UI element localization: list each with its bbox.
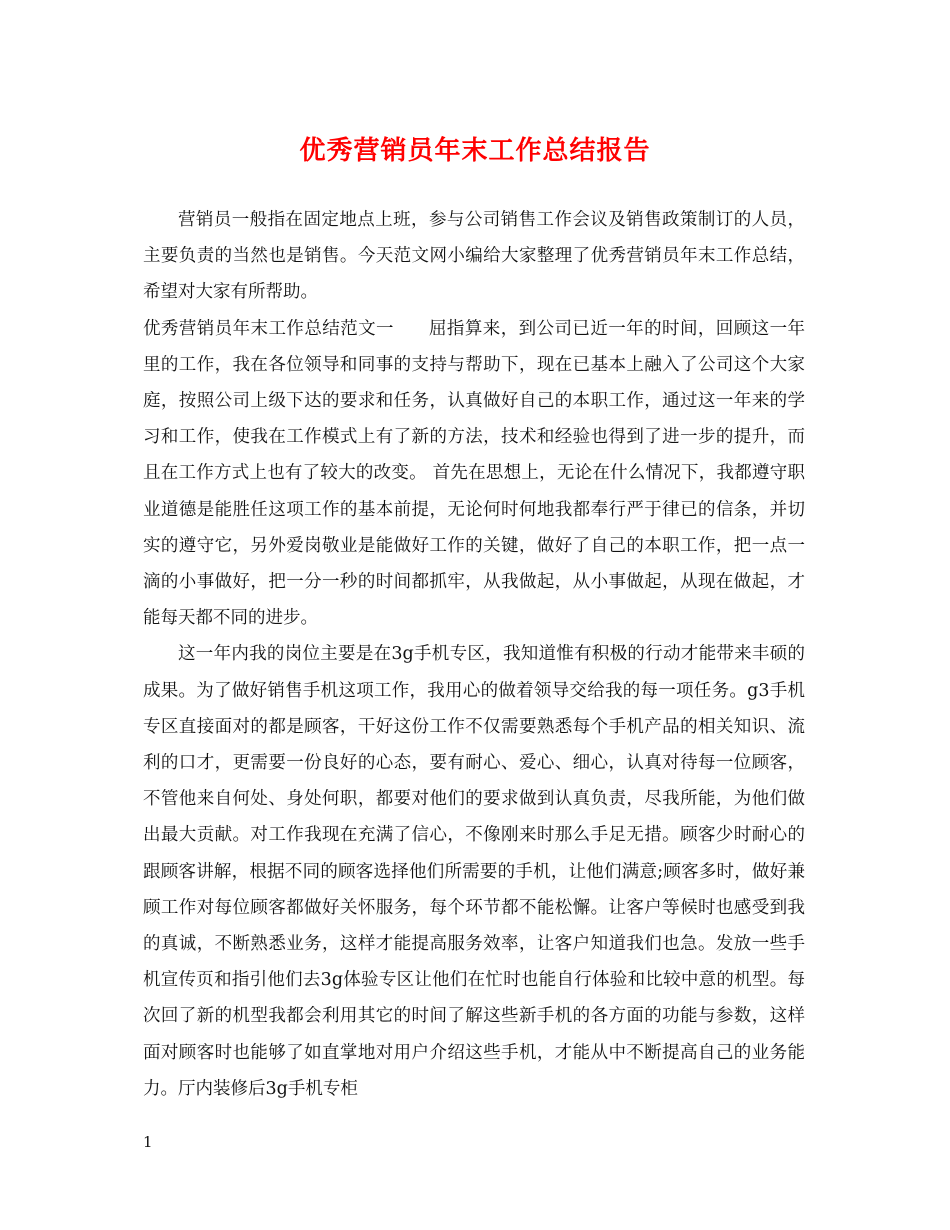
sample-heading: 优秀营销员年末工作总结范文一 bbox=[143, 318, 394, 339]
sample-body: 屈指算来，到公司已近一年的时间，回顾这一年里的工作，我在各位领导和同事的支持与帮助下，现在已基本上融入了公司这个大家庭，按照公司上级下达的要求和任务，认真做好自己的本职工作，通过这一年来的学习和工作，使我在工作模式上有了新的方法，技术和经验也得到了进一步的提升，而且在工作方式上也有了较大的改变。 首先在思想上，无论在什么情况下，我都遵守职业道德是能胜任这项工作的基本前提，无论何时何地我都奉行严于律已的信条，并切实的遵守它，另外爱岗敬业是能做好工作的关键，做好了自己的本职工作，把一点一滴的小事做好，把一分一秒的时间都抓牢，从我做起，从小事做起，从现在做起，才能每天都不同的进步。 bbox=[143, 318, 806, 629]
intro-paragraph: 营销员一般指在固定地点上班，参与公司销售工作会议及销售政策制订的人员，主要负责的当然也是销售。今天范文网小编给大家整理了优秀营销员年末工作总结，希望对大家有所帮助。 bbox=[143, 210, 805, 303]
page-title: 优秀营销员年末工作总结报告 bbox=[299, 136, 651, 166]
page-number: 1 bbox=[143, 1133, 153, 1151]
third-paragraph: 这一年内我的岗位主要是在3g手机专区，我知道惟有积极的行动才能带来丰硕的成果。为了做好销售手机这项工作，我用心的做着领导交给我的每一项任务。g3手机专区直接面对的都是顾客，干好这份工作不仅需要熟悉每个手机产品的相关知识、流利的口才，更需要一份良好的心态，要有耐心、爱心、细心，认真对待每一位顾客，不管他来自何处、身处何职，都要对他们的要求做到认真负责，尽我所能，为他们做出最大贡献。对工作我现在充满了信心，不像刚来时那么手足无措。顾客少时耐心的跟顾客讲解，根据不同的顾客选择他们所需要的手机，让他们满意;顾客多时，做好兼顾工作对每位顾客都做好关怀服务，每个环节都不能松懈。让客户等候时也感受到我的真诚，不断熟悉业务，这样才能提高服务效率，让客户知道我们也急。发放一些手机宣传页和指引他们去3g体验专区让他们在忙时也能自行体验和比较中意的机型。每次回了新的机型我都会利用其它的时间了解这些新手机的各方面的功能与参数，这样面对顾客时也能够了如直掌地对用户介绍这些手机，才能从中不断提高自己的业务能力。厅内装修后3g手机专柜 bbox=[143, 644, 805, 1099]
document-body bbox=[143, 202, 805, 1107]
sample-paragraph bbox=[143, 311, 805, 637]
